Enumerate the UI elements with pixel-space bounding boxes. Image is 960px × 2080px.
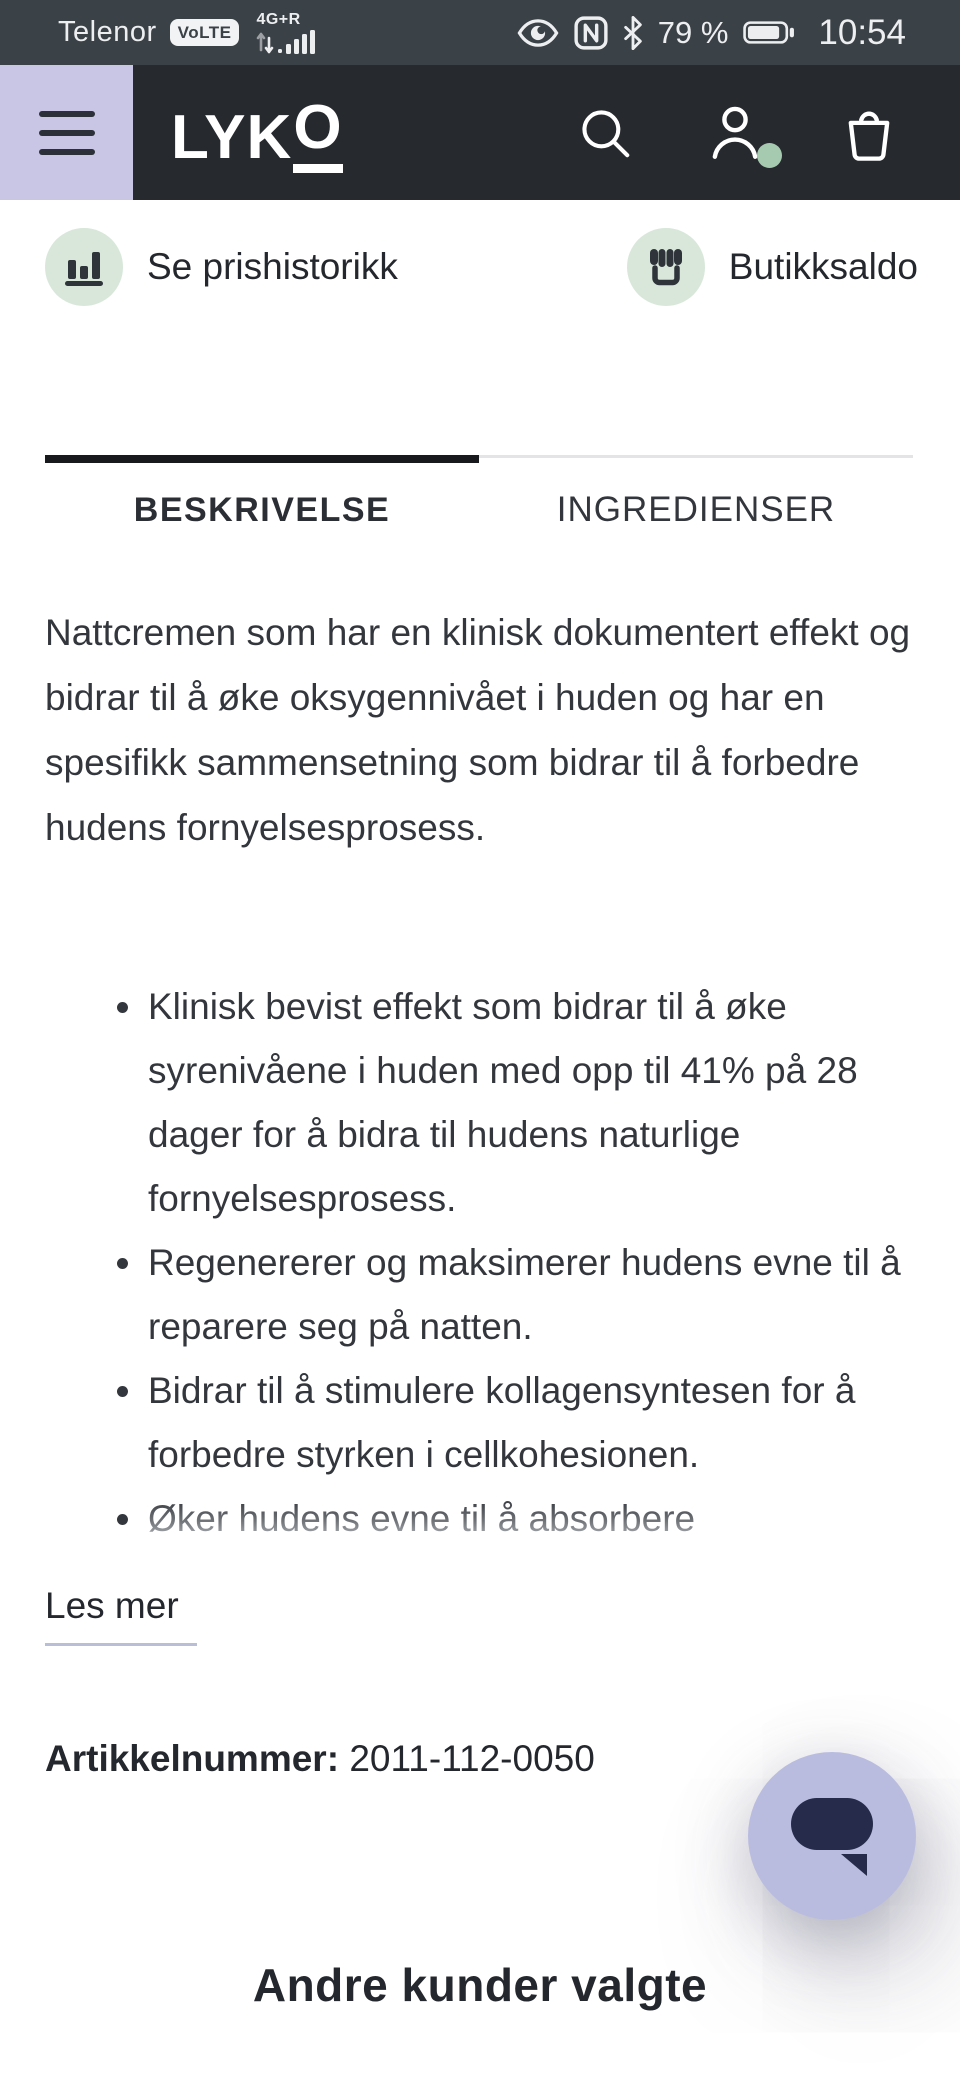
bar-chart-icon xyxy=(45,228,123,306)
tab-beskrivelse[interactable]: BESKRIVELSE xyxy=(45,455,479,530)
benefit-list xyxy=(45,975,917,1551)
signal-bars-icon xyxy=(256,30,320,54)
price-history-link[interactable] xyxy=(45,228,398,306)
price-history-label: Se prishistorikk xyxy=(147,246,398,287)
lyko-logo[interactable] xyxy=(171,92,343,173)
article-number-value: 2011-112-0050 xyxy=(349,1738,595,1779)
list-item: Regenererer og maksimerer hudens evne til å reparere seg på natten. xyxy=(45,1231,917,1359)
list-item: Bidrar til å stimulere kollagensyntesen for å forbedre styrken i cellkohesionen. xyxy=(45,1359,917,1487)
quick-actions-row xyxy=(45,228,918,306)
account-button[interactable] xyxy=(704,102,766,164)
account-status-dot xyxy=(757,143,782,168)
cellular-signal-indicator xyxy=(256,12,320,54)
logo-underlined-o: O xyxy=(293,92,342,173)
clock-label: 10:54 xyxy=(818,12,906,52)
chat-button[interactable] xyxy=(748,1752,916,1920)
list-item-truncated: Øker hudens evne til å absorbere xyxy=(45,1487,917,1551)
battery-icon xyxy=(743,19,795,46)
article-number-row xyxy=(45,1738,595,1780)
header-icons xyxy=(576,102,902,164)
related-products-heading: Andre kunder valgte xyxy=(252,1959,708,2011)
product-description-intro: Nattcremen som har en klinisk dokumentert effekt og bidrar til å øke oksygennivået i huden og har en spesifikk sammensetning som bidrar til å forbedre hudens fornyelsesprosess. xyxy=(45,612,911,848)
search-button[interactable] xyxy=(576,104,634,162)
tab-ingredienser[interactable]: INGREDIENSER xyxy=(479,455,913,530)
eye-comfort-icon xyxy=(517,18,559,48)
search-icon xyxy=(576,104,634,162)
hamburger-icon xyxy=(39,111,95,117)
store-stock-link[interactable] xyxy=(627,228,918,306)
read-more-link[interactable]: Les mer xyxy=(45,1585,197,1646)
list-item: Klinisk bevist effekt som bidrar til å øke syrenivåene i huden med opp til 41% på 28 dager for å bidra til hudens naturlige fornyelsesprosess. xyxy=(45,975,917,1231)
menu-button[interactable] xyxy=(0,65,133,200)
app-header xyxy=(0,65,960,200)
network-type-label: 4G+R xyxy=(256,10,301,28)
logo-text: LYK xyxy=(171,103,293,172)
store-stock-label: Butikksaldo xyxy=(728,246,918,287)
chat-bubble-icon xyxy=(789,1796,875,1876)
cart-button[interactable] xyxy=(836,102,902,164)
nfc-icon xyxy=(574,16,608,50)
status-bar xyxy=(0,0,960,65)
article-number-label: Artikkelnummer: xyxy=(45,1738,340,1779)
description-tabs xyxy=(45,455,913,530)
storefront-icon xyxy=(627,228,705,306)
bluetooth-icon xyxy=(623,16,643,50)
status-bar-left xyxy=(58,12,320,54)
status-bar-right xyxy=(517,13,906,53)
shopping-bag-icon xyxy=(836,102,902,164)
volte-badge: VoLTE xyxy=(170,19,240,46)
carrier-label: Telenor xyxy=(58,16,157,48)
battery-percent-label: 79 % xyxy=(657,14,729,50)
